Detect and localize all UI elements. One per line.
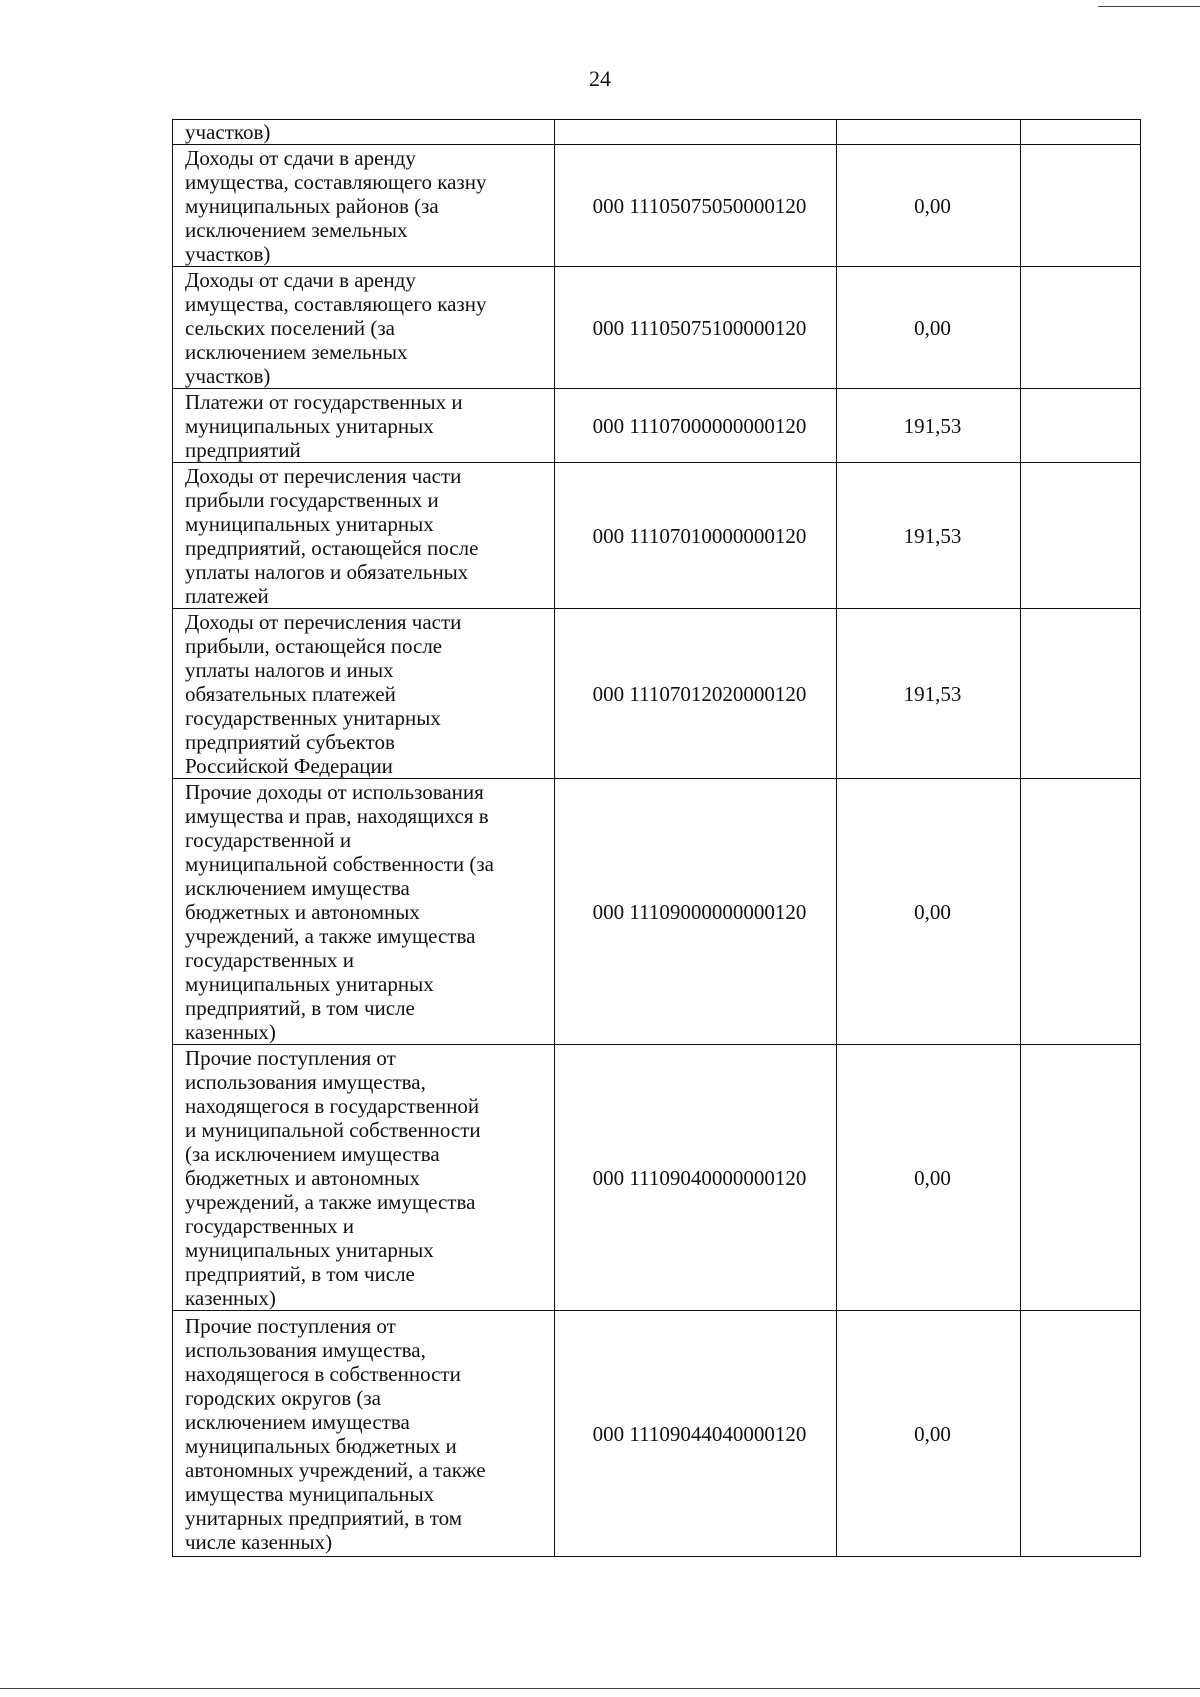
income-name-line: находящегося в государственной [185,1093,480,1118]
income-name-line: использования имущества, [185,1337,426,1362]
income-name-line: бюджетных и автономных [185,899,420,924]
extra-cell [1021,609,1141,779]
income-name-line: Прочие поступления от [185,1313,396,1338]
table-row [173,389,1141,463]
income-name-line: предприятий, в том числе [185,1261,415,1286]
income-name-line: имущества, составляющего казну [185,169,487,194]
income-name-line: учреждений, а также имущества [185,1189,476,1214]
income-name-cell [173,609,555,779]
income-name-line: государственной и [185,827,352,852]
scan-edge-line-top [1098,6,1200,7]
income-name-line: находящегося в собственности [185,1361,461,1386]
income-name-line: предприятий, в том числе [185,995,415,1020]
income-name-line: городских округов (за [185,1385,381,1410]
scan-edge-line-bottom [0,1688,1200,1689]
amount-cell: 0,00 [837,1311,1021,1557]
income-name-line: государственных и [185,947,355,972]
page-number: 24 [589,66,611,91]
budget-code-cell: 000 11107012020000120 [555,609,837,779]
income-name-line: участков) [185,241,271,266]
income-name-line: исключением имущества [185,1409,410,1434]
income-name-line: исключением имущества [185,875,410,900]
extra-cell [1021,463,1141,609]
income-name-line: муниципальных бюджетных и [185,1433,457,1458]
budget-code-cell: 000 11109040000000120 [555,1045,837,1311]
income-name-line: Доходы от перечисления части [185,609,462,634]
extra-cell [1021,145,1141,267]
income-name-line: исключением земельных [185,339,408,364]
income-name-cell [173,145,555,267]
amount-cell: 191,53 [837,389,1021,463]
income-name-line: автономных учреждений, а также [185,1457,486,1482]
income-name-line: государственных унитарных [185,705,441,730]
income-name-line: унитарных предприятий, в том [185,1505,463,1530]
table-row [173,145,1141,267]
amount-cell: 0,00 [837,1045,1021,1311]
income-name-line: сельских поселений (за [185,315,395,340]
table-row [173,1311,1141,1557]
income-name-line: участков) [185,120,271,144]
extra-cell [1021,389,1141,463]
income-name-cell [173,389,555,463]
income-name-line: участков) [185,363,271,388]
income-name-line: числе казенных) [185,1529,333,1554]
income-name-line: предприятий, остающейся после [185,535,479,560]
income-name-cell [173,1311,555,1557]
amount-cell: 0,00 [837,145,1021,267]
income-name-line: имущества муниципальных [185,1481,435,1506]
budget-code-cell: 000 11107000000000120 [555,389,837,463]
income-name-cell [173,1045,555,1311]
income-name-line: уплаты налогов и иных [185,657,394,682]
table-row [173,779,1141,1045]
amount-cell: 0,00 [837,267,1021,389]
income-name-cell [173,120,555,145]
income-name-line: муниципальных унитарных [185,971,434,996]
income-name-line: обязательных платежей [185,681,396,706]
income-name-line: платежей [185,583,269,608]
income-name-line: казенных) [185,1019,276,1044]
extra-cell [1021,1045,1141,1311]
income-name-line: предприятий [185,437,301,462]
budget-code-cell: 000 11107010000000120 [555,463,837,609]
income-name-line: использования имущества, [185,1069,426,1094]
income-name-line: (за исключением имущества [185,1141,440,1166]
income-name-line: муниципальных унитарных [185,511,434,536]
income-name-line: муниципальных унитарных [185,1237,434,1262]
income-name-line: имущества и прав, находящихся в [185,803,489,828]
income-name-line: прибыли, остающейся после [185,633,443,658]
income-name-line: имущества, составляющего казну [185,291,487,316]
table-row [173,120,1141,145]
income-name-line: муниципальных районов (за [185,193,439,218]
income-name-line: Платежи от государственных и [185,389,463,414]
budget-code-cell: 000 11109000000000120 [555,779,837,1045]
income-name-line: казенных) [185,1285,276,1310]
table-row [173,1045,1141,1311]
extra-cell [1021,267,1141,389]
revenue-table [172,119,1141,1557]
extra-cell [1021,779,1141,1045]
budget-code-cell: 000 11109044040000120 [555,1311,837,1557]
table-row [173,609,1141,779]
income-name-line: бюджетных и автономных [185,1165,420,1190]
income-name-cell [173,463,555,609]
income-name-cell [173,267,555,389]
income-name-line: государственных и [185,1213,355,1238]
amount-cell: 191,53 [837,609,1021,779]
income-name-line: муниципальной собственности (за [185,851,494,876]
income-name-cell [173,779,555,1045]
income-name-line: муниципальных унитарных [185,413,434,438]
budget-code-cell: 000 11105075100000120 [555,267,837,389]
amount-cell: 191,53 [837,463,1021,609]
budget-code-cell [555,120,837,145]
income-name-line: Российской Федерации [185,753,393,778]
income-name-line: Доходы от перечисления части [185,463,462,488]
budget-code-cell: 000 11105075050000120 [555,145,837,267]
income-name-line: учреждений, а также имущества [185,923,476,948]
extra-cell [1021,1311,1141,1557]
income-name-line: предприятий субъектов [185,729,395,754]
amount-cell [837,120,1021,145]
income-name-line: Прочие поступления от [185,1045,396,1070]
income-name-line: прибыли государственных и [185,487,439,512]
income-name-line: Доходы от сдачи в аренду [185,267,416,292]
income-name-line: и муниципальной собственности [185,1117,481,1142]
income-name-line: уплаты налогов и обязательных [185,559,469,584]
table-row [173,267,1141,389]
revenue-table-body [173,120,1141,1557]
income-name-line: исключением земельных [185,217,408,242]
table-row [173,463,1141,609]
extra-cell [1021,120,1141,145]
income-name-line: Прочие доходы от использования [185,779,484,804]
income-name-line: Доходы от сдачи в аренду [185,145,416,170]
amount-cell: 0,00 [837,779,1021,1045]
